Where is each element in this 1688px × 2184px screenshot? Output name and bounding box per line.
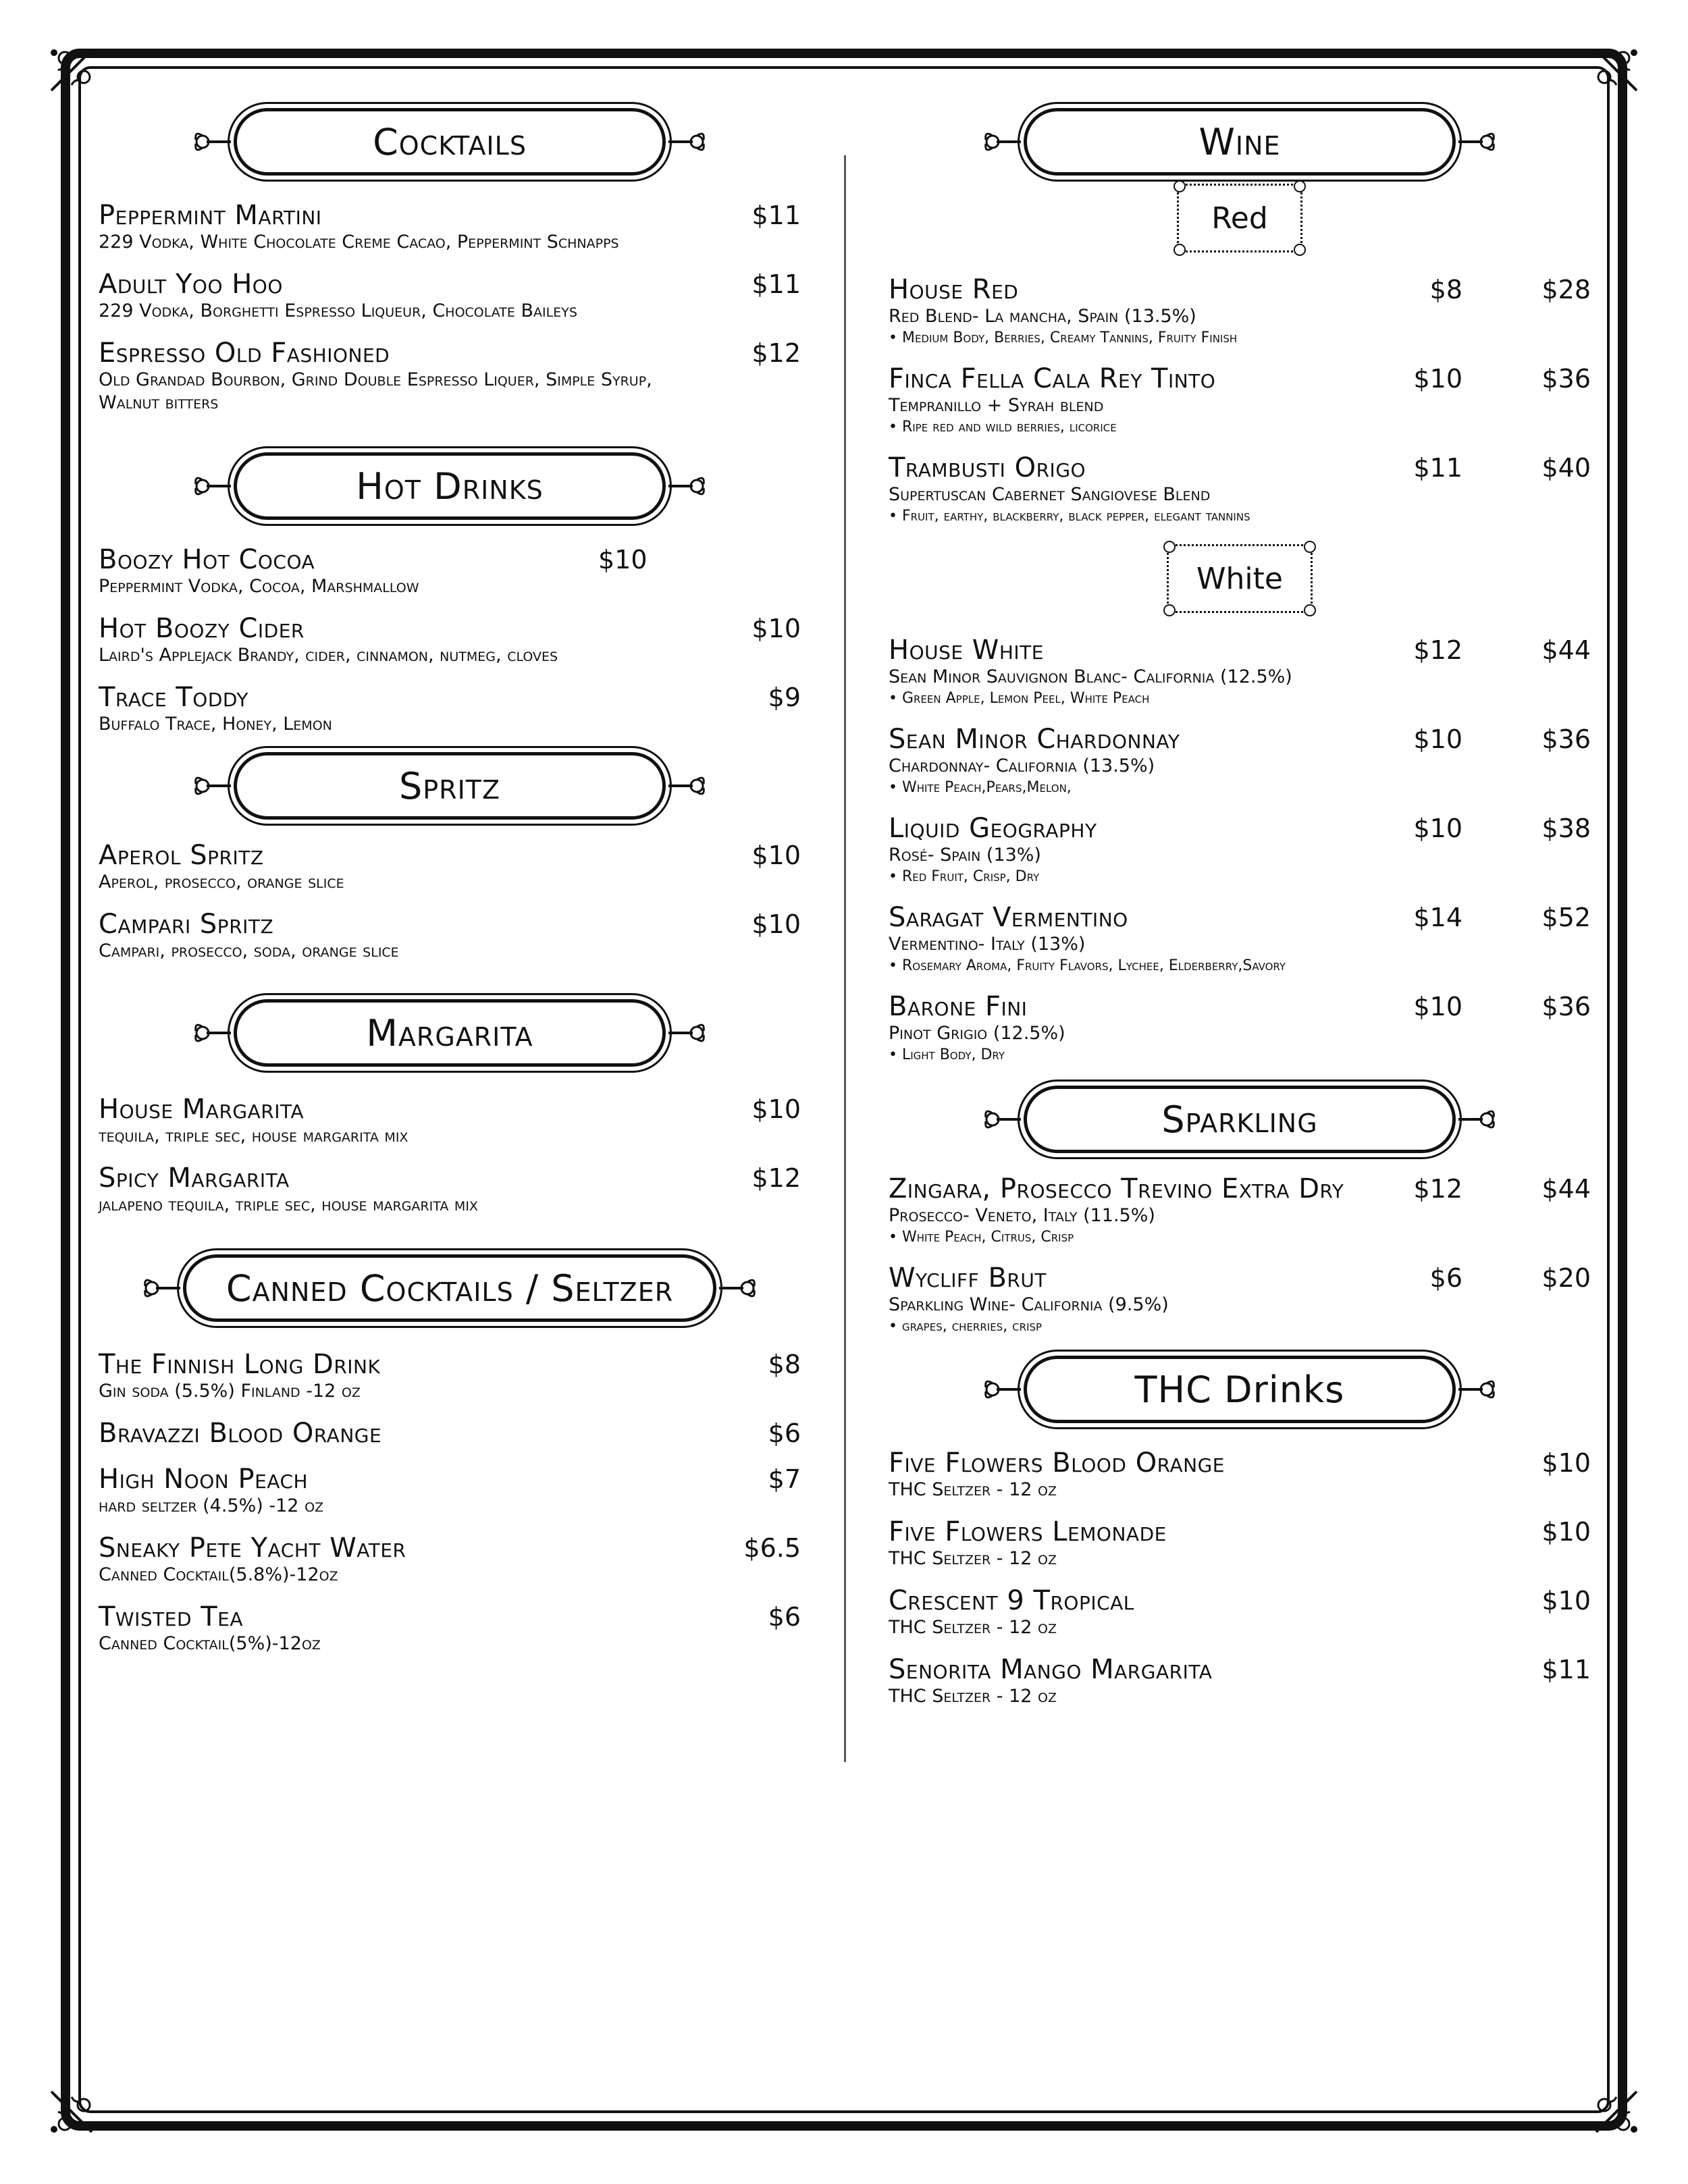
item-description: Sean Minor Sauvignon Blanc- California (12.5%)	[889, 666, 1292, 687]
scroll-ornament-icon	[192, 1013, 232, 1053]
glass-price: $14	[1413, 903, 1462, 932]
item-name: Trace Toddy	[99, 682, 249, 713]
item-description: Peppermint Vodka, Cocoa, Marshmallow	[99, 576, 419, 597]
item-name: Boozy Hot Cocoa	[99, 544, 315, 575]
scroll-ornament-icon	[192, 466, 232, 506]
item-price: $7	[768, 1464, 801, 1494]
section-header-wine	[1024, 108, 1456, 176]
bottle-price: $44	[1541, 635, 1591, 665]
item-name: High Noon Peach	[99, 1464, 309, 1495]
floral-corner-icon	[1589, 2085, 1643, 2139]
menu-item	[99, 200, 801, 254]
item-description: Campari, prosecco, soda, orange slice	[99, 940, 399, 961]
item-description: Canned Cocktail(5%)-12oz	[99, 1633, 321, 1654]
glass-price: $10	[1413, 364, 1462, 394]
glass-price: $10	[1413, 724, 1462, 754]
item-description: Old Grandad Bourbon, Grind Double Espresso Liquer, Simple Syrup, Walnut bitters	[99, 369, 652, 413]
item-tasting-notes: • Fruit, earthy, blackberry, black pepper, elegant tannins	[889, 508, 1250, 525]
menu-item	[99, 1601, 801, 1655]
item-description: hard seltzer (4.5%) -12 oz	[99, 1495, 324, 1516]
wine-item	[889, 452, 1591, 527]
section-header-spritz	[234, 752, 666, 820]
ornament-dot-icon	[1304, 541, 1316, 553]
menu-item	[99, 1349, 801, 1403]
ornament-dot-icon	[1294, 180, 1306, 192]
menu-item	[99, 544, 801, 598]
ornament-dot-icon	[1163, 541, 1176, 553]
item-price: $8	[768, 1350, 801, 1379]
item-price: $12	[751, 1163, 801, 1193]
section-header-cocktails	[234, 108, 666, 176]
item-description: Sparkling Wine- California (9.5%)	[889, 1294, 1169, 1315]
bottle-price: $36	[1541, 364, 1591, 394]
subheader-label: Red	[1211, 201, 1268, 236]
wine-item	[889, 635, 1591, 709]
item-name: Sean Minor Chardonnay	[889, 724, 1180, 755]
item-tasting-notes: • Red Fruit, Crisp, Dry	[889, 868, 1040, 885]
item-name: House White	[889, 635, 1044, 666]
item-price: $6	[768, 1418, 801, 1448]
item-description: Prosecco- Veneto, Italy (11.5%)	[889, 1205, 1155, 1226]
wine-item	[889, 813, 1591, 887]
glass-price: $10	[1413, 814, 1462, 843]
section-title: Canned Cocktails / Seltzer	[226, 1267, 674, 1310]
item-description: THC Seltzer - 12 oz	[889, 1617, 1057, 1638]
menu-item	[99, 682, 801, 736]
glass-price: $12	[1413, 1174, 1462, 1204]
glass-price: $6	[1429, 1263, 1462, 1293]
floral-corner-icon	[45, 43, 99, 97]
item-name: Adult Yoo Hoo	[99, 269, 283, 300]
item-description: tequila, triple sec, house margarita mix	[99, 1125, 408, 1146]
item-name: Five Flowers Lemonade	[889, 1516, 1167, 1547]
wine-subheader-white	[1167, 544, 1313, 613]
item-description: THC Seltzer - 12 oz	[889, 1548, 1057, 1569]
scroll-ornament-icon	[192, 122, 232, 162]
bottle-price: $52	[1541, 903, 1591, 932]
glass-price: $8	[1429, 275, 1462, 304]
wine-item	[889, 1173, 1591, 1248]
glass-price: $11	[1413, 453, 1462, 483]
section-title: Hot Drinks	[356, 464, 544, 508]
wine-item	[889, 363, 1591, 437]
ornament-dot-icon	[1173, 180, 1186, 192]
section-header-thc-drinks	[1024, 1356, 1456, 1423]
menu-item	[99, 269, 801, 323]
item-name: Finca Fella Cala Rey Tinto	[889, 363, 1216, 394]
bottle-price: $28	[1541, 275, 1591, 304]
item-tasting-notes: • grapes, cherries, crisp	[889, 1318, 1043, 1335]
section-header-canned-cocktails	[183, 1254, 716, 1322]
column-divider	[844, 155, 846, 1762]
scroll-ornament-icon	[667, 122, 708, 162]
ornament-dot-icon	[1294, 244, 1306, 256]
scroll-ornament-icon	[667, 766, 708, 806]
item-name: Trambusti Origo	[889, 452, 1086, 483]
bottle-price: $38	[1541, 814, 1591, 843]
item-name: Campari Spritz	[99, 909, 274, 940]
item-name: Hot Boozy Cider	[99, 613, 305, 644]
section-title: Spritz	[398, 764, 501, 807]
wine-item	[889, 991, 1591, 1065]
scroll-ornament-icon	[667, 466, 708, 506]
wine-item	[889, 902, 1591, 976]
scroll-ornament-icon	[667, 1013, 708, 1053]
menu-item	[889, 1585, 1591, 1639]
item-description: Aperol, prosecco, orange slice	[99, 872, 344, 893]
wine-item	[889, 724, 1591, 798]
item-price: $11	[751, 201, 801, 230]
item-price: $10	[1541, 1517, 1591, 1547]
item-name: Zingara, Prosecco Trevino Extra Dry	[889, 1173, 1344, 1204]
bottle-price: $20	[1541, 1263, 1591, 1293]
menu-item	[99, 1464, 801, 1518]
item-name: Five Flowers Blood Orange	[889, 1447, 1225, 1479]
ornament-dot-icon	[1163, 604, 1176, 616]
item-description: Supertuscan Cabernet Sangiovese Blend	[889, 484, 1211, 505]
item-description: 229 Vodka, Borghetti Espresso Liqueur, Chocolate Baileys	[99, 300, 577, 321]
item-description: Rosé- Spain (13%)	[889, 845, 1041, 865]
item-tasting-notes: • White Peach, Citrus, Crisp	[889, 1229, 1074, 1246]
item-price: $10	[751, 1094, 801, 1124]
bottle-price: $36	[1541, 992, 1591, 1021]
item-price: $6	[768, 1602, 801, 1632]
scroll-ornament-icon	[982, 1099, 1022, 1140]
item-description: Buffalo Trace, Honey, Lemon	[99, 714, 332, 735]
item-description: Vermentino- Italy (13%)	[889, 934, 1086, 955]
right-column	[889, 108, 1591, 1708]
menu-item	[99, 338, 801, 415]
section-header-sparkling	[1024, 1086, 1456, 1153]
section-title: Sparkling	[1161, 1098, 1318, 1141]
scroll-ornament-icon	[718, 1268, 758, 1308]
section-title: Margarita	[366, 1011, 533, 1055]
item-name: Senorita Mango Margarita	[889, 1654, 1213, 1685]
wine-item	[889, 1262, 1591, 1337]
item-tasting-notes: • Medium Body, Berries, Creamy Tannins, Fruity Finish	[889, 329, 1238, 346]
item-description: Canned Cocktail(5.8%)-12oz	[99, 1564, 338, 1585]
item-price: $11	[1541, 1655, 1591, 1684]
item-name: Crescent 9 Tropical	[889, 1585, 1134, 1616]
ornament-dot-icon	[1173, 244, 1186, 256]
item-description: Chardonnay- California (13.5%)	[889, 755, 1155, 776]
section-title: THC Drinks	[1134, 1368, 1345, 1411]
scroll-ornament-icon	[1457, 1369, 1498, 1410]
glass-price: $10	[1413, 992, 1462, 1021]
item-name: Espresso Old Fashioned	[99, 338, 390, 369]
section-header-hot-drinks	[234, 452, 666, 520]
item-description: Tempranillo + Syrah blend	[889, 395, 1104, 416]
bottle-price: $44	[1541, 1174, 1591, 1204]
menu-item	[99, 909, 801, 963]
item-name: Twisted Tea	[99, 1601, 243, 1632]
scroll-ornament-icon	[1457, 122, 1498, 162]
menu-item	[99, 1533, 801, 1587]
menu-item	[99, 613, 801, 667]
item-name: House Margarita	[99, 1094, 305, 1125]
menu-item	[889, 1654, 1591, 1708]
menu-item	[99, 1163, 801, 1217]
item-description: THC Seltzer - 12 oz	[889, 1479, 1057, 1500]
scroll-ornament-icon	[982, 1369, 1022, 1410]
subheader-label: White	[1196, 561, 1283, 596]
item-description: Gin soda (5.5%) Finland -12 oz	[99, 1381, 361, 1402]
item-description: jalapeno tequila, triple sec, house margarita mix	[99, 1194, 478, 1215]
menu-item	[99, 1094, 801, 1148]
item-price: $10	[598, 545, 648, 575]
bottle-price: $36	[1541, 724, 1591, 754]
item-description: Laird's Applejack Brandy, cider, cinnamon, nutmeg, cloves	[99, 645, 558, 666]
scroll-ornament-icon	[141, 1268, 182, 1308]
section-header-margarita	[234, 999, 666, 1067]
floral-corner-icon	[1589, 43, 1643, 97]
menu-item	[99, 1418, 801, 1449]
scroll-ornament-icon	[982, 122, 1022, 162]
item-name: Aperol Spritz	[99, 840, 264, 871]
floral-corner-icon	[45, 2085, 99, 2139]
wine-item	[889, 274, 1591, 348]
item-tasting-notes: • Rosemary Aroma, Fruity Flavors, Lychee, Elderberry,Savory	[889, 957, 1286, 974]
item-tasting-notes: • Light Body, Dry	[889, 1046, 1005, 1063]
scroll-ornament-icon	[1457, 1099, 1498, 1140]
item-name: Peppermint Martini	[99, 200, 322, 231]
item-name: Bravazzi Blood Orange	[99, 1418, 382, 1449]
item-name: Spicy Margarita	[99, 1163, 290, 1194]
item-name: Sneaky Pete Yacht Water	[99, 1533, 406, 1564]
item-description: 229 Vodka, White Chocolate Creme Cacao, Peppermint Schnapps	[99, 232, 619, 252]
menu-item	[99, 840, 801, 894]
item-price: $12	[751, 338, 801, 368]
item-price: $9	[768, 683, 801, 712]
wine-subheader-red	[1177, 184, 1302, 252]
item-tasting-notes: • Ripe red and wild berries, licorice	[889, 419, 1117, 435]
item-price: $10	[751, 909, 801, 939]
item-description: Red Blend- La mancha, Spain (13.5%)	[889, 306, 1196, 327]
item-description: THC Seltzer - 12 oz	[889, 1686, 1057, 1707]
item-name: Liquid Geography	[889, 813, 1097, 844]
glass-price: $12	[1413, 635, 1462, 665]
section-title: Wine	[1198, 120, 1281, 163]
item-name: Saragat Vermentino	[889, 902, 1128, 933]
item-name: Wycliff Brut	[889, 1262, 1047, 1294]
item-price: $11	[751, 269, 801, 299]
bottle-price: $40	[1541, 453, 1591, 483]
item-price: $10	[751, 614, 801, 643]
item-name: House Red	[889, 274, 1019, 305]
menu-item	[889, 1447, 1591, 1501]
item-tasting-notes: • Green Apple, Lemon Peel, White Peach	[889, 690, 1150, 707]
item-price: $10	[751, 841, 801, 870]
scroll-ornament-icon	[192, 766, 232, 806]
item-name: Barone Fini	[889, 991, 1028, 1022]
item-price: $10	[1541, 1448, 1591, 1478]
ornament-dot-icon	[1304, 604, 1316, 616]
item-price: $6.5	[743, 1533, 801, 1563]
item-name: The Finnish Long Drink	[99, 1349, 381, 1380]
item-tasting-notes: • White Peach,Pears,Melon,	[889, 779, 1072, 796]
section-title: Cocktails	[373, 120, 527, 163]
menu-item	[889, 1516, 1591, 1570]
item-price: $10	[1541, 1586, 1591, 1616]
left-column	[99, 108, 801, 1655]
item-description: Pinot Grigio (12.5%)	[889, 1023, 1065, 1044]
